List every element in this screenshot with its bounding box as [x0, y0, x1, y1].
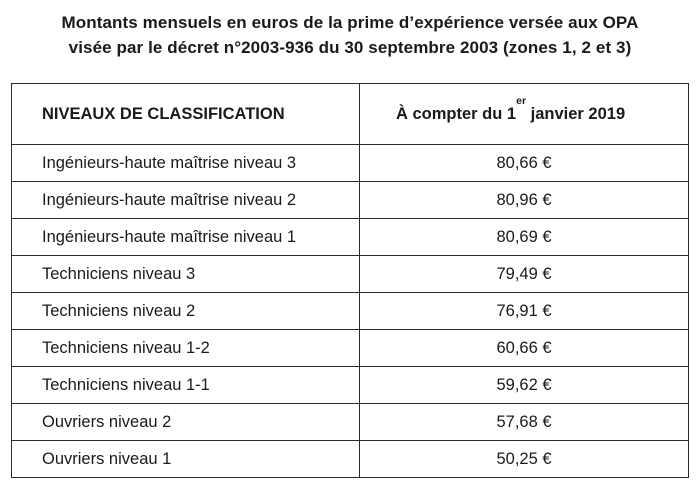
title-line-2: visée par le décret n°2003-936 du 30 septembre 2003 (zones 1, 2 et 3)	[68, 38, 632, 57]
level-cell: Ingénieurs-haute maîtrise niveau 1	[12, 219, 360, 256]
table-row	[12, 330, 689, 367]
level-cell: Ingénieurs-haute maîtrise niveau 3	[12, 145, 360, 182]
amount-cell: 80,66 €	[360, 145, 689, 182]
amount-cell: 76,91 €	[360, 293, 689, 330]
amount-cell: 60,66 €	[360, 330, 689, 367]
amount-cell: 50,25 €	[360, 441, 689, 478]
classification-table	[11, 83, 689, 478]
table-row	[12, 367, 689, 404]
level-cell: Techniciens niveau 3	[12, 256, 360, 293]
amount-cell: 59,62 €	[360, 367, 689, 404]
table-row	[12, 441, 689, 478]
table-row	[12, 145, 689, 182]
level-cell: Techniciens niveau 1-1	[12, 367, 360, 404]
column-header-levels: NIVEAUX DE CLASSIFICATION	[12, 84, 360, 145]
amount-cell: 80,96 €	[360, 182, 689, 219]
level-cell: Techniciens niveau 1-2	[12, 330, 360, 367]
level-cell: Ouvriers niveau 2	[12, 404, 360, 441]
level-cell: Ingénieurs-haute maîtrise niveau 2	[12, 182, 360, 219]
table-row	[12, 182, 689, 219]
column-header-date-prefix: À compter du 1	[396, 104, 517, 123]
table-row	[12, 256, 689, 293]
table-row	[12, 404, 689, 441]
column-header-date	[360, 84, 689, 145]
title-line-1: Montants mensuels en euros de la prime d’expérience versée aux OPA	[61, 13, 639, 32]
document-title	[0, 10, 700, 60]
level-cell: Techniciens niveau 2	[12, 293, 360, 330]
amount-cell: 57,68 €	[360, 404, 689, 441]
table-row	[12, 219, 689, 256]
column-header-date-suffix: janvier 2019	[526, 104, 626, 123]
column-header-date-superscript: er	[516, 94, 527, 107]
table-header-row	[12, 84, 689, 145]
table-row	[12, 293, 689, 330]
amount-cell: 80,69 €	[360, 219, 689, 256]
level-cell: Ouvriers niveau 1	[12, 441, 360, 478]
amount-cell: 79,49 €	[360, 256, 689, 293]
